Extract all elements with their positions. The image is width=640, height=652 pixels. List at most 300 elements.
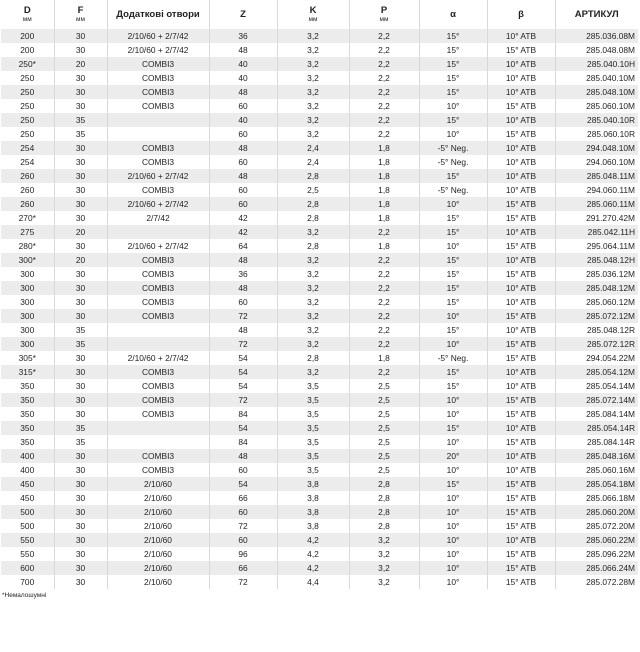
- cell-p: 3,2: [349, 547, 419, 561]
- cell-p: 2,2: [349, 267, 419, 281]
- cell-alpha: 15°: [419, 57, 487, 71]
- cell-d: 400: [1, 463, 54, 477]
- cell-f: 30: [54, 393, 107, 407]
- cell-d: 300: [1, 323, 54, 337]
- cell-f: 30: [54, 183, 107, 197]
- cell-d: 260: [1, 183, 54, 197]
- cell-holes: 2/10/60 + 2/7/42: [107, 43, 209, 57]
- cell-beta: 15° ATB: [487, 351, 555, 365]
- cell-alpha: 10°: [419, 463, 487, 477]
- cell-z: 60: [209, 533, 277, 547]
- table-row: [1, 463, 638, 477]
- cell-f: 35: [54, 323, 107, 337]
- cell-z: 36: [209, 267, 277, 281]
- cell-d: 270*: [1, 211, 54, 225]
- cell-article: 285.054.12M: [555, 365, 638, 379]
- cell-p: 2,2: [349, 113, 419, 127]
- cell-d: 450: [1, 477, 54, 491]
- cell-f: 35: [54, 421, 107, 435]
- cell-p: 3,2: [349, 533, 419, 547]
- table-row: [1, 43, 638, 57]
- cell-f: 30: [54, 407, 107, 421]
- cell-z: 72: [209, 337, 277, 351]
- cell-k: 3,8: [277, 519, 349, 533]
- cell-article: 285.036.12M: [555, 267, 638, 281]
- cell-beta: 15° ATB: [487, 519, 555, 533]
- cell-holes: [107, 421, 209, 435]
- cell-beta: 10° ATB: [487, 71, 555, 85]
- cell-holes: COMBI3: [107, 99, 209, 113]
- cell-d: 300: [1, 295, 54, 309]
- table-row: [1, 71, 638, 85]
- cell-holes: 2/10/60 + 2/7/42: [107, 239, 209, 253]
- cell-k: 4,4: [277, 575, 349, 589]
- cell-beta: 15° ATB: [487, 505, 555, 519]
- cell-holes: COMBI3: [107, 71, 209, 85]
- cell-article: 285.072.12M: [555, 309, 638, 323]
- cell-f: 20: [54, 225, 107, 239]
- cell-d: 260: [1, 197, 54, 211]
- cell-article: 285.066.18M: [555, 491, 638, 505]
- cell-k: 2,4: [277, 155, 349, 169]
- cell-d: 275: [1, 225, 54, 239]
- cell-p: 2,2: [349, 337, 419, 351]
- cell-z: 60: [209, 295, 277, 309]
- table-row: [1, 491, 638, 505]
- cell-beta: 15° ATB: [487, 491, 555, 505]
- cell-f: 30: [54, 211, 107, 225]
- table-row: [1, 99, 638, 113]
- cell-article: 295.064.11M: [555, 239, 638, 253]
- cell-z: 64: [209, 239, 277, 253]
- cell-holes: [107, 323, 209, 337]
- table-row: [1, 309, 638, 323]
- cell-beta: 15° ATB: [487, 197, 555, 211]
- cell-d: 350: [1, 435, 54, 449]
- cell-beta: 15° ATB: [487, 575, 555, 589]
- table-row: [1, 239, 638, 253]
- cell-p: 2,5: [349, 435, 419, 449]
- cell-f: 30: [54, 463, 107, 477]
- cell-k: 3,5: [277, 407, 349, 421]
- cell-z: 60: [209, 127, 277, 141]
- cell-k: 2,8: [277, 169, 349, 183]
- table-row: [1, 477, 638, 491]
- cell-p: 2,5: [349, 407, 419, 421]
- header-holes: Додаткові отвори: [107, 0, 209, 29]
- cell-k: 3,2: [277, 85, 349, 99]
- cell-f: 30: [54, 281, 107, 295]
- cell-beta: 15° ATB: [487, 127, 555, 141]
- table-row: [1, 533, 638, 547]
- cell-z: 72: [209, 519, 277, 533]
- cell-d: 500: [1, 519, 54, 533]
- cell-d: 300: [1, 337, 54, 351]
- cell-z: 72: [209, 393, 277, 407]
- cell-article: 285.060.20M: [555, 505, 638, 519]
- cell-f: 30: [54, 295, 107, 309]
- table-row: [1, 57, 638, 71]
- cell-d: 254: [1, 155, 54, 169]
- cell-beta: 10° ATB: [487, 85, 555, 99]
- cell-z: 42: [209, 225, 277, 239]
- cell-article: 285.084.14R: [555, 435, 638, 449]
- cell-z: 84: [209, 435, 277, 449]
- cell-article: 285.060.16M: [555, 463, 638, 477]
- cell-k: 3,5: [277, 435, 349, 449]
- cell-article: 285.040.10R: [555, 113, 638, 127]
- cell-alpha: -5° Neg.: [419, 183, 487, 197]
- cell-article: 285.042.11H: [555, 225, 638, 239]
- cell-k: 2,8: [277, 351, 349, 365]
- cell-k: 3,2: [277, 337, 349, 351]
- cell-p: 1,8: [349, 169, 419, 183]
- cell-k: 2,5: [277, 183, 349, 197]
- cell-article: 285.048.12M: [555, 281, 638, 295]
- cell-beta: 15° ATB: [487, 211, 555, 225]
- table-row: [1, 253, 638, 267]
- cell-f: 35: [54, 435, 107, 449]
- cell-f: 35: [54, 113, 107, 127]
- cell-beta: 10° ATB: [487, 169, 555, 183]
- cell-beta: 10° ATB: [487, 113, 555, 127]
- cell-d: 350: [1, 393, 54, 407]
- cell-z: 48: [209, 323, 277, 337]
- cell-article: 285.054.18M: [555, 477, 638, 491]
- cell-alpha: 10°: [419, 127, 487, 141]
- cell-f: 30: [54, 491, 107, 505]
- cell-k: 3,5: [277, 393, 349, 407]
- cell-z: 54: [209, 477, 277, 491]
- cell-k: 3,2: [277, 267, 349, 281]
- table-row: [1, 323, 638, 337]
- cell-beta: 10° ATB: [487, 281, 555, 295]
- cell-d: 300: [1, 281, 54, 295]
- cell-p: 2,2: [349, 127, 419, 141]
- cell-k: 3,2: [277, 295, 349, 309]
- cell-k: 3,2: [277, 71, 349, 85]
- cell-k: 3,5: [277, 449, 349, 463]
- cell-beta: 15° ATB: [487, 407, 555, 421]
- cell-p: 2,5: [349, 463, 419, 477]
- cell-z: 60: [209, 183, 277, 197]
- cell-k: 3,8: [277, 491, 349, 505]
- cell-k: 3,2: [277, 29, 349, 43]
- cell-alpha: 10°: [419, 309, 487, 323]
- cell-article: 285.036.08M: [555, 29, 638, 43]
- header-p-unit: мм: [379, 16, 389, 23]
- cell-z: 48: [209, 43, 277, 57]
- cell-holes: COMBI3: [107, 379, 209, 393]
- cell-article: 285.040.10H: [555, 57, 638, 71]
- cell-k: 3,2: [277, 113, 349, 127]
- cell-beta: 15° ATB: [487, 477, 555, 491]
- cell-d: 300*: [1, 253, 54, 267]
- cell-alpha: -5° Neg.: [419, 351, 487, 365]
- cell-beta: 15° ATB: [487, 99, 555, 113]
- cell-p: 2,2: [349, 71, 419, 85]
- table-row: [1, 295, 638, 309]
- cell-alpha: 10°: [419, 519, 487, 533]
- cell-p: 2,5: [349, 379, 419, 393]
- cell-holes: COMBI3: [107, 267, 209, 281]
- cell-beta: 10° ATB: [487, 365, 555, 379]
- cell-alpha: 10°: [419, 561, 487, 575]
- cell-holes: [107, 435, 209, 449]
- table-row: [1, 211, 638, 225]
- table-row: [1, 561, 638, 575]
- cell-holes: COMBI3: [107, 309, 209, 323]
- cell-d: 250: [1, 113, 54, 127]
- cell-holes: COMBI3: [107, 183, 209, 197]
- cell-beta: 10° ATB: [487, 449, 555, 463]
- cell-f: 35: [54, 337, 107, 351]
- cell-article: 294.060.11M: [555, 183, 638, 197]
- cell-k: 4,2: [277, 547, 349, 561]
- header-alpha: α: [419, 0, 487, 29]
- table-row: [1, 547, 638, 561]
- table-row: [1, 505, 638, 519]
- cell-holes: COMBI3: [107, 85, 209, 99]
- cell-z: 60: [209, 197, 277, 211]
- cell-k: 3,8: [277, 477, 349, 491]
- cell-f: 30: [54, 169, 107, 183]
- table-header: [1, 0, 638, 29]
- cell-d: 250: [1, 127, 54, 141]
- cell-d: 250: [1, 85, 54, 99]
- cell-beta: 10° ATB: [487, 533, 555, 547]
- cell-article: 285.040.10M: [555, 71, 638, 85]
- cell-p: 2,2: [349, 309, 419, 323]
- cell-article: 285.060.11M: [555, 197, 638, 211]
- cell-k: 2,4: [277, 141, 349, 155]
- cell-z: 48: [209, 281, 277, 295]
- cell-z: 40: [209, 57, 277, 71]
- cell-f: 35: [54, 127, 107, 141]
- cell-article: 294.048.10M: [555, 141, 638, 155]
- header-beta: β: [487, 0, 555, 29]
- cell-p: 1,8: [349, 183, 419, 197]
- cell-k: 3,2: [277, 281, 349, 295]
- cell-d: 250: [1, 71, 54, 85]
- cell-z: 40: [209, 71, 277, 85]
- cell-d: 350: [1, 379, 54, 393]
- cell-p: 2,2: [349, 99, 419, 113]
- cell-p: 2,2: [349, 281, 419, 295]
- cell-holes: COMBI3: [107, 281, 209, 295]
- cell-z: 48: [209, 169, 277, 183]
- cell-alpha: 10°: [419, 407, 487, 421]
- cell-alpha: 15°: [419, 29, 487, 43]
- cell-z: 60: [209, 463, 277, 477]
- cell-beta: 10° ATB: [487, 141, 555, 155]
- cell-f: 30: [54, 197, 107, 211]
- table-row: [1, 267, 638, 281]
- cell-article: 285.048.16M: [555, 449, 638, 463]
- cell-p: 2,8: [349, 491, 419, 505]
- cell-p: 2,8: [349, 477, 419, 491]
- cell-article: 285.072.20M: [555, 519, 638, 533]
- cell-k: 3,5: [277, 379, 349, 393]
- cell-holes: COMBI3: [107, 295, 209, 309]
- cell-z: 96: [209, 547, 277, 561]
- cell-f: 30: [54, 561, 107, 575]
- cell-f: 30: [54, 449, 107, 463]
- cell-p: 1,8: [349, 141, 419, 155]
- cell-article: 285.054.14R: [555, 421, 638, 435]
- cell-alpha: 10°: [419, 435, 487, 449]
- cell-article: 285.060.10R: [555, 127, 638, 141]
- cell-alpha: 20°: [419, 449, 487, 463]
- table-body: [1, 29, 638, 589]
- cell-beta: 10° ATB: [487, 155, 555, 169]
- cell-article: 285.048.11M: [555, 169, 638, 183]
- header-article: АРТИКУЛ: [555, 0, 638, 29]
- cell-z: 60: [209, 99, 277, 113]
- cell-alpha: 15°: [419, 85, 487, 99]
- cell-z: 84: [209, 407, 277, 421]
- cell-holes: 2/10/60: [107, 561, 209, 575]
- cell-p: 1,8: [349, 211, 419, 225]
- cell-alpha: 10°: [419, 337, 487, 351]
- cell-z: 72: [209, 575, 277, 589]
- table-row: [1, 113, 638, 127]
- cell-beta: 10° ATB: [487, 253, 555, 267]
- table-row: [1, 519, 638, 533]
- cell-holes: COMBI3: [107, 141, 209, 155]
- cell-beta: 10° ATB: [487, 29, 555, 43]
- cell-f: 20: [54, 253, 107, 267]
- cell-beta: 15° ATB: [487, 239, 555, 253]
- cell-holes: [107, 337, 209, 351]
- cell-z: 60: [209, 155, 277, 169]
- cell-d: 280*: [1, 239, 54, 253]
- cell-k: 3,5: [277, 463, 349, 477]
- cell-z: 54: [209, 351, 277, 365]
- table-row: [1, 351, 638, 365]
- cell-k: 3,2: [277, 57, 349, 71]
- cell-alpha: 15°: [419, 43, 487, 57]
- table-row: [1, 407, 638, 421]
- cell-d: 600: [1, 561, 54, 575]
- cell-d: 450: [1, 491, 54, 505]
- cell-article: 285.054.14M: [555, 379, 638, 393]
- cell-f: 30: [54, 71, 107, 85]
- table-row: [1, 575, 638, 589]
- cell-d: 315*: [1, 365, 54, 379]
- cell-beta: 15° ATB: [487, 547, 555, 561]
- cell-f: 30: [54, 141, 107, 155]
- cell-beta: 10° ATB: [487, 225, 555, 239]
- cell-d: 400: [1, 449, 54, 463]
- cell-f: 30: [54, 309, 107, 323]
- cell-d: 200: [1, 43, 54, 57]
- cell-f: 30: [54, 519, 107, 533]
- header-p: P мм: [349, 0, 419, 29]
- cell-f: 30: [54, 267, 107, 281]
- cell-k: 3,2: [277, 323, 349, 337]
- table-row: [1, 421, 638, 435]
- cell-beta: 15° ATB: [487, 337, 555, 351]
- table-row: [1, 365, 638, 379]
- cell-holes: COMBI3: [107, 155, 209, 169]
- cell-k: 3,2: [277, 225, 349, 239]
- cell-z: 48: [209, 449, 277, 463]
- cell-d: 260: [1, 169, 54, 183]
- cell-article: 285.048.12H: [555, 253, 638, 267]
- cell-z: 54: [209, 421, 277, 435]
- cell-holes: COMBI3: [107, 365, 209, 379]
- cell-z: 54: [209, 379, 277, 393]
- cell-f: 30: [54, 533, 107, 547]
- cell-alpha: 15°: [419, 267, 487, 281]
- cell-holes: COMBI3: [107, 253, 209, 267]
- table-row: [1, 29, 638, 43]
- table-row: [1, 337, 638, 351]
- cell-f: 30: [54, 99, 107, 113]
- cell-article: 285.048.08M: [555, 43, 638, 57]
- table-row: [1, 379, 638, 393]
- cell-p: 2,5: [349, 393, 419, 407]
- cell-article: 285.048.10M: [555, 85, 638, 99]
- cell-holes: 2/10/60: [107, 505, 209, 519]
- cell-k: 3,2: [277, 99, 349, 113]
- cell-p: 2,2: [349, 253, 419, 267]
- cell-alpha: 10°: [419, 491, 487, 505]
- cell-p: 2,2: [349, 225, 419, 239]
- cell-p: 2,5: [349, 421, 419, 435]
- cell-z: 54: [209, 365, 277, 379]
- cell-k: 2,8: [277, 197, 349, 211]
- cell-alpha: 10°: [419, 533, 487, 547]
- cell-alpha: 10°: [419, 239, 487, 253]
- cell-k: 3,2: [277, 365, 349, 379]
- header-k-unit: мм: [308, 16, 318, 23]
- cell-p: 3,2: [349, 575, 419, 589]
- table-row: [1, 197, 638, 211]
- cell-alpha: 10°: [419, 393, 487, 407]
- cell-f: 30: [54, 29, 107, 43]
- cell-d: 250*: [1, 57, 54, 71]
- cell-p: 2,8: [349, 505, 419, 519]
- cell-k: 3,8: [277, 505, 349, 519]
- cell-article: 285.048.12R: [555, 323, 638, 337]
- table-row: [1, 85, 638, 99]
- cell-p: 1,8: [349, 239, 419, 253]
- cell-p: 2,5: [349, 449, 419, 463]
- cell-k: 2,8: [277, 239, 349, 253]
- header-d: D мм: [1, 0, 54, 29]
- cell-p: 2,2: [349, 365, 419, 379]
- cell-d: 305*: [1, 351, 54, 365]
- cell-f: 30: [54, 477, 107, 491]
- cell-alpha: 15°: [419, 71, 487, 85]
- cell-p: 2,2: [349, 43, 419, 57]
- cell-z: 66: [209, 561, 277, 575]
- cell-alpha: 15°: [419, 365, 487, 379]
- header-f: F мм: [54, 0, 107, 29]
- cell-holes: 2/10/60: [107, 533, 209, 547]
- cell-holes: [107, 127, 209, 141]
- cell-k: 3,2: [277, 127, 349, 141]
- cell-holes: COMBI3: [107, 463, 209, 477]
- cell-p: 2,2: [349, 57, 419, 71]
- cell-f: 30: [54, 351, 107, 365]
- cell-beta: 10° ATB: [487, 183, 555, 197]
- cell-beta: 15° ATB: [487, 43, 555, 57]
- cell-holes: [107, 225, 209, 239]
- cell-holes: COMBI3: [107, 407, 209, 421]
